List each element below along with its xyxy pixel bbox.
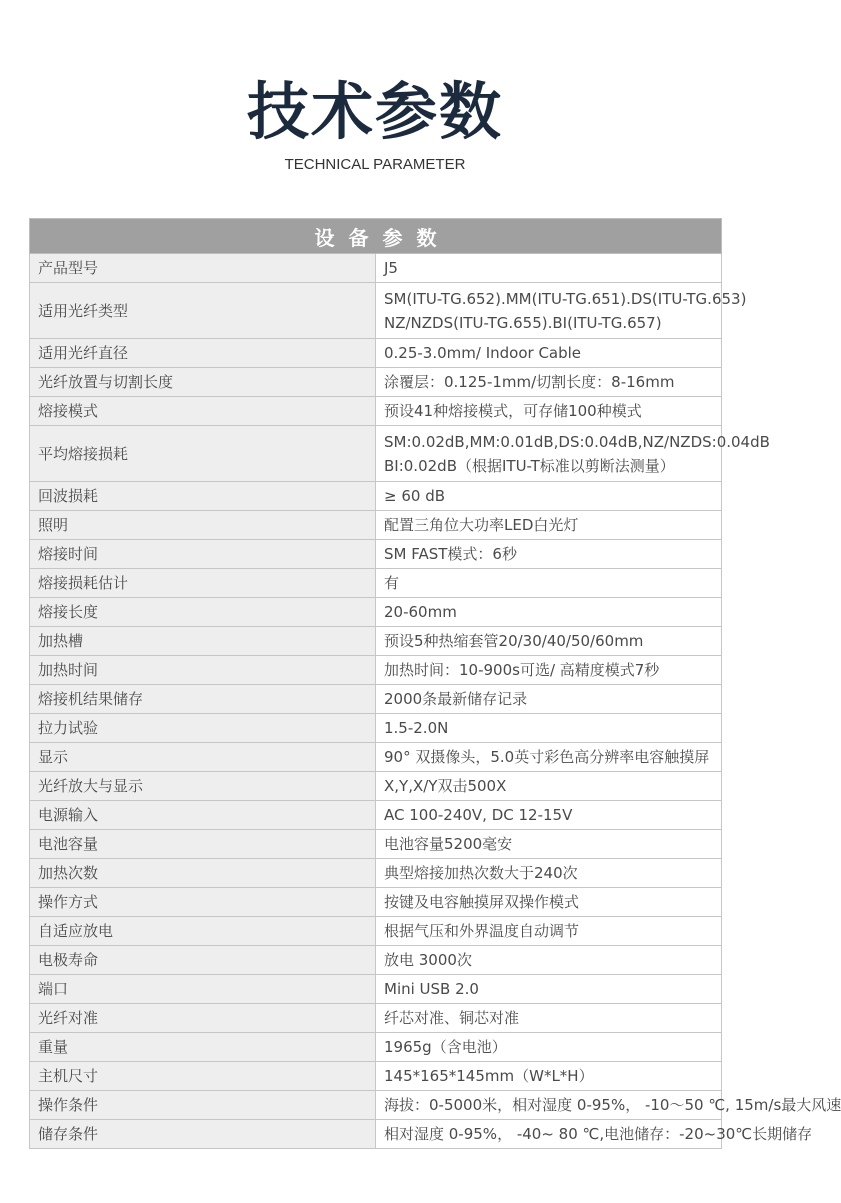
spec-value-line: 90° 双摄像头，5.0英寸彩色高分辨率电容触摸屏	[384, 748, 710, 766]
spec-value-line: 海拔：0-5000米，相对湿度 0-95%， -10～50 ℃, 15m/s最大风速	[384, 1096, 841, 1114]
spec-label: 适用光纤直径	[30, 339, 376, 368]
spec-value-line: 涂覆层：0.125-1mm/切割长度：8-16mm	[384, 373, 675, 391]
spec-value	[376, 859, 722, 888]
spec-value	[376, 511, 722, 540]
spec-value	[376, 714, 722, 743]
spec-value	[376, 254, 722, 283]
page-subtitle: TECHNICAL PARAMETER	[284, 156, 466, 173]
spec-label: 熔接模式	[30, 397, 376, 426]
table-row	[30, 397, 722, 426]
table-row	[30, 830, 722, 859]
spec-value	[376, 772, 722, 801]
spec-label: 主机尺寸	[30, 1062, 376, 1091]
table-row	[30, 917, 722, 946]
table-row	[30, 1120, 722, 1149]
table-header-row	[30, 219, 722, 254]
table-row	[30, 772, 722, 801]
spec-value	[376, 569, 722, 598]
table-row	[30, 656, 722, 685]
spec-label: 光纤放大与显示	[30, 772, 376, 801]
spec-value	[376, 946, 722, 975]
spec-value-line: 配置三角位大功率LED白光灯	[384, 516, 579, 534]
spec-value-line: 预设41种熔接模式，可存储100种模式	[384, 402, 642, 420]
spec-value-line: 145*165*145mm（W*L*H）	[384, 1067, 594, 1085]
spec-table-body	[30, 254, 841, 1149]
table-row	[30, 426, 722, 482]
spec-label: 照明	[30, 511, 376, 540]
spec-value	[376, 339, 722, 368]
spec-value	[376, 368, 722, 397]
spec-label: 操作方式	[30, 888, 376, 917]
spec-value-line: 典型熔接加热次数大于240次	[384, 864, 578, 882]
spec-label: 回波损耗	[30, 482, 376, 511]
spec-label: 电池容量	[30, 830, 376, 859]
spec-value	[376, 283, 747, 339]
table-row	[30, 888, 722, 917]
spec-value	[376, 685, 722, 714]
spec-label: 电极寿命	[30, 946, 376, 975]
table-row	[30, 283, 722, 339]
table-row	[30, 511, 722, 540]
spec-label: 熔接长度	[30, 598, 376, 627]
spec-value	[376, 801, 722, 830]
spec-value-line: 加热时间：10-900s可选/ 高精度模式7秒	[384, 661, 660, 679]
table-row	[30, 859, 722, 888]
table-row	[30, 598, 722, 627]
table-row	[30, 254, 722, 283]
spec-label: 加热槽	[30, 627, 376, 656]
spec-value-line: 1.5-2.0N	[384, 719, 449, 737]
spec-label: 显示	[30, 743, 376, 772]
spec-value	[376, 426, 770, 482]
spec-value-line: ≥ 60 dB	[384, 487, 446, 505]
spec-label: 储存条件	[30, 1120, 376, 1149]
spec-value-line: 2000条最新储存记录	[384, 690, 528, 708]
spec-value	[376, 627, 722, 656]
spec-value-line: SM:0.02dB,MM:0.01dB,DS:0.04dB,NZ/NZDS:0.04dB	[384, 432, 770, 451]
spec-value-line: J5	[384, 259, 398, 277]
spec-value-line: 根据气压和外界温度自动调节	[384, 922, 580, 940]
spec-value-line: AC 100-240V, DC 12-15V	[384, 806, 573, 824]
spec-value	[376, 397, 722, 426]
table-row	[30, 946, 722, 975]
table-row	[30, 801, 722, 830]
spec-value	[376, 1004, 722, 1033]
spec-value	[376, 482, 722, 511]
spec-label: 端口	[30, 975, 376, 1004]
table-row	[30, 714, 722, 743]
spec-value	[376, 830, 722, 859]
spec-value-line: 有	[384, 574, 400, 592]
table-row	[30, 685, 722, 714]
spec-value	[376, 656, 722, 685]
table-row	[30, 627, 722, 656]
spec-label: 自适应放电	[30, 917, 376, 946]
spec-value-line: 0.25-3.0mm/ Indoor Cable	[384, 344, 582, 362]
spec-value-line: 1965g（含电池）	[384, 1038, 507, 1056]
spec-label: 平均熔接损耗	[30, 426, 376, 482]
table-row	[30, 975, 722, 1004]
spec-value-line: 放电 3000次	[384, 951, 472, 969]
spec-value	[376, 540, 722, 569]
spec-label: 光纤放置与切割长度	[30, 368, 376, 397]
spec-value-line: SM(ITU-TG.652).MM(ITU-TG.651).DS(ITU-TG.653)	[384, 289, 747, 308]
spec-value-line: 电池容量5200毫安	[384, 835, 513, 853]
table-row	[30, 1033, 722, 1062]
spec-value	[376, 1062, 722, 1091]
spec-value	[376, 888, 722, 917]
spec-value-line: BI:0.02dB（根据ITU-T标准以剪断法测量）	[384, 456, 675, 475]
spec-value	[376, 975, 722, 1004]
spec-value-line: 相对湿度 0-95%， -40~ 80 ℃,电池储存：-20~30℃长期储存	[384, 1125, 813, 1143]
spec-value-line: 纤芯对准、铜芯对准	[384, 1009, 520, 1027]
spec-table	[29, 218, 841, 1149]
spec-value-line: 20-60mm	[384, 603, 457, 621]
table-row	[30, 1091, 722, 1120]
spec-label: 加热次数	[30, 859, 376, 888]
spec-label: 拉力试验	[30, 714, 376, 743]
table-header: 设备参数	[30, 219, 722, 254]
spec-label: 加热时间	[30, 656, 376, 685]
spec-value	[376, 1033, 722, 1062]
spec-label: 熔接时间	[30, 540, 376, 569]
spec-value	[376, 1120, 813, 1149]
page-title: 技术参数	[246, 75, 503, 148]
spec-label: 光纤对准	[30, 1004, 376, 1033]
spec-label: 重量	[30, 1033, 376, 1062]
spec-label: 产品型号	[30, 254, 376, 283]
spec-value	[376, 1091, 841, 1120]
table-row	[30, 540, 722, 569]
table-row	[30, 1062, 722, 1091]
table-row	[30, 368, 722, 397]
table-row	[30, 743, 722, 772]
spec-value-line: SM FAST模式：6秒	[384, 545, 517, 563]
spec-label: 熔接机结果储存	[30, 685, 376, 714]
spec-label: 操作条件	[30, 1091, 376, 1120]
spec-label: 熔接损耗估计	[30, 569, 376, 598]
spec-value-line: Mini USB 2.0	[384, 980, 479, 998]
spec-value-line: 按键及电容触摸屏双操作模式	[384, 893, 580, 911]
spec-value-line: 预设5种热缩套管20/30/40/50/60mm	[384, 632, 644, 650]
spec-value	[376, 598, 722, 627]
spec-value	[376, 743, 722, 772]
table-row	[30, 569, 722, 598]
spec-value	[376, 917, 722, 946]
table-row	[30, 339, 722, 368]
spec-label: 电源输入	[30, 801, 376, 830]
table-row	[30, 1004, 722, 1033]
spec-value-line: X,Y,X/Y双击500X	[384, 777, 507, 795]
table-row	[30, 482, 722, 511]
spec-label: 适用光纤类型	[30, 283, 376, 339]
spec-value-line: NZ/NZDS(ITU-TG.655).BI(ITU-TG.657)	[384, 313, 662, 332]
